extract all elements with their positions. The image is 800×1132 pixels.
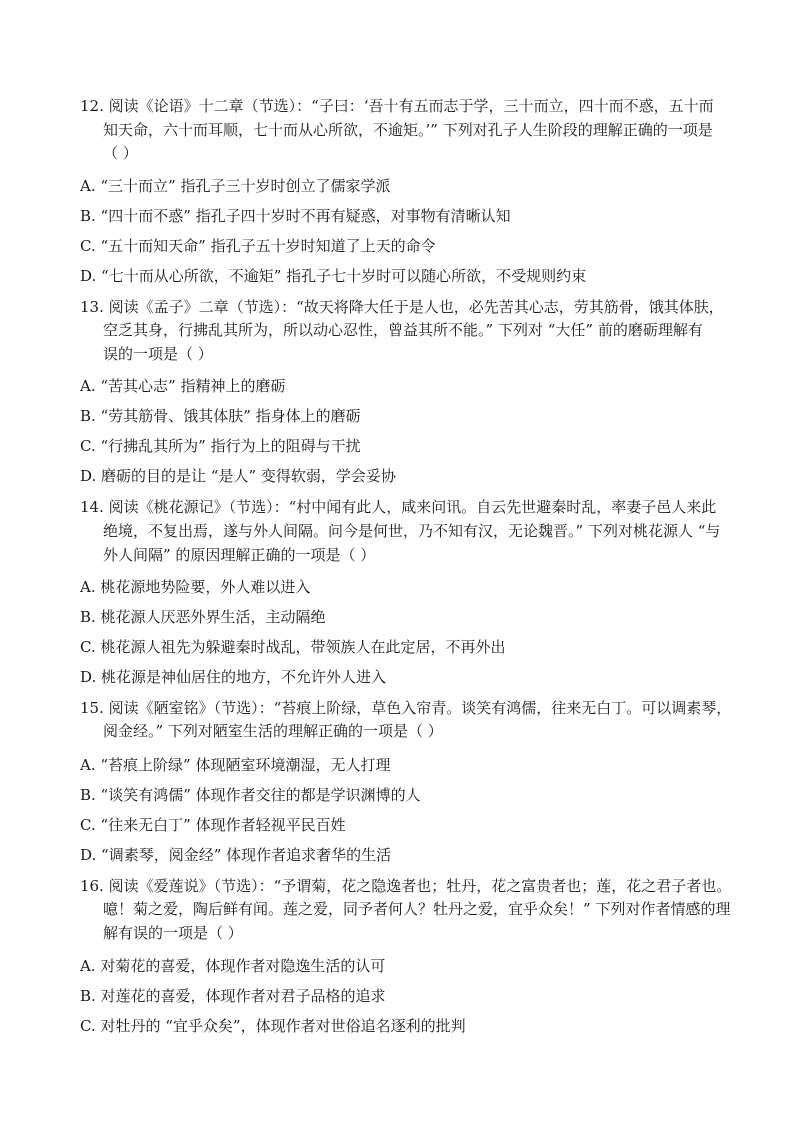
question-stem-line: 绝境，不复出焉，遂与外人间隔。问今是何世，乃不知有汉，无论魏晋。” 下列对桃花源人 “与 — [103, 522, 721, 540]
question-stem-line: 误的一项是（ ） — [103, 345, 213, 363]
question-stem-line: 外人间隔” 的原因理解正确的一项是（ ） — [103, 546, 376, 564]
question-stem-line: 知天命，六十而耳顺，七十而从心所欲，不逾矩。’” 下列对孔子人生阶段的理解正确的一项是 — [103, 121, 713, 139]
option-a: A. 对菊花的喜爱，体现作者对隐逸生活的认可 — [80, 957, 386, 975]
option-b: B. “四十而不惑” 指孔子四十岁时不再有疑惑，对事物有清晰认知 — [80, 207, 511, 225]
option-d: D. 磨砺的目的是让 “是人” 变得软弱，学会妥协 — [80, 467, 396, 485]
option-b: B. 桃花源人厌恶外界生活，主动隔绝 — [80, 608, 326, 626]
question-stem-line: 空乏其身，行拂乱其所为，所以动心忍性，曾益其所不能。” 下列对 “大任” 前的磨砺理解有 — [103, 321, 703, 339]
option-b: B. 对莲花的喜爱，体现作者对君子品格的追求 — [80, 987, 386, 1005]
option-d: D. “七十而从心所欲，不逾矩” 指孔子七十岁时可以随心所欲，不受规则约束 — [80, 267, 587, 285]
question-stem-line: 14. 阅读《桃花源记》（节选）：“村中闻有此人，咸来问讯。自云先世避秦时乱，率妻子邑人来此 — [80, 498, 717, 516]
question-stem-line: 13. 阅读《孟子》二章（节选）：“故天将降大任于是人也，必先苦其心志，劳其筋骨，饿其体肤， — [80, 298, 724, 316]
option-b: B. “谈笑有鸿儒” 体现作者交往的都是学识渊博的人 — [80, 786, 421, 804]
option-a: A. “苦其心志” 指精神上的磨砺 — [80, 377, 286, 395]
option-c: C. “行拂乱其所为” 指行为上的阻碍与干扰 — [80, 437, 361, 455]
option-a: A. “三十而立” 指孔子三十岁时创立了儒家学派 — [80, 177, 391, 195]
question-stem-line: 15. 阅读《陋室铭》（节选）：“苔痕上阶绿，草色入帘青。谈笑有鸿儒，往来无白丁。可以调素琴， — [80, 699, 732, 717]
question-stem-line: 阅金经。” 下列对陋室生活的理解正确的一项是（ ） — [103, 722, 443, 740]
option-b: B. “劳其筋骨、饿其体肤” 指身体上的磨砺 — [80, 407, 361, 425]
option-c: C. 桃花源人祖先为躲避秦时战乱，带领族人在此定居，不再外出 — [80, 638, 506, 656]
question-stem-line: 解有误的一项是（ ） — [103, 924, 243, 942]
question-stem-line: （ ） — [103, 144, 138, 162]
option-d: D. “调素琴，阅金经” 体现作者追求奢华的生活 — [80, 846, 392, 864]
option-a: A. 桃花源地势险要，外人难以进入 — [80, 578, 311, 596]
question-stem-line: 12. 阅读《论语》十二章（节选）：“子曰：‘吾十有五而志于学，三十而立，四十而不惑，五十而 — [80, 97, 714, 115]
option-d: D. 桃花源是神仙居住的地方，不允许外人进入 — [80, 668, 387, 686]
option-a: A. “苔痕上阶绿” 体现陋室环境潮湿，无人打理 — [80, 756, 391, 774]
question-stem-line: 16. 阅读《爱莲说》（节选）：“予谓菊，花之隐逸者也；牡丹，花之富贵者也；莲，花之君子者也。 — [80, 877, 732, 895]
option-c: C. “五十而知天命” 指孔子五十岁时知道了上天的命令 — [80, 237, 436, 255]
option-c: C. “往来无白丁” 体现作者轻视平民百姓 — [80, 816, 346, 834]
question-stem-line: 噫！菊之爱，陶后鲜有闻。莲之爱，同予者何人？牡丹之爱，宜乎众矣！” 下列对作者情感的理 — [103, 900, 731, 918]
option-c: C. 对牡丹的 “宜乎众矣”，体现作者对世俗追名逐利的批判 — [80, 1017, 466, 1035]
